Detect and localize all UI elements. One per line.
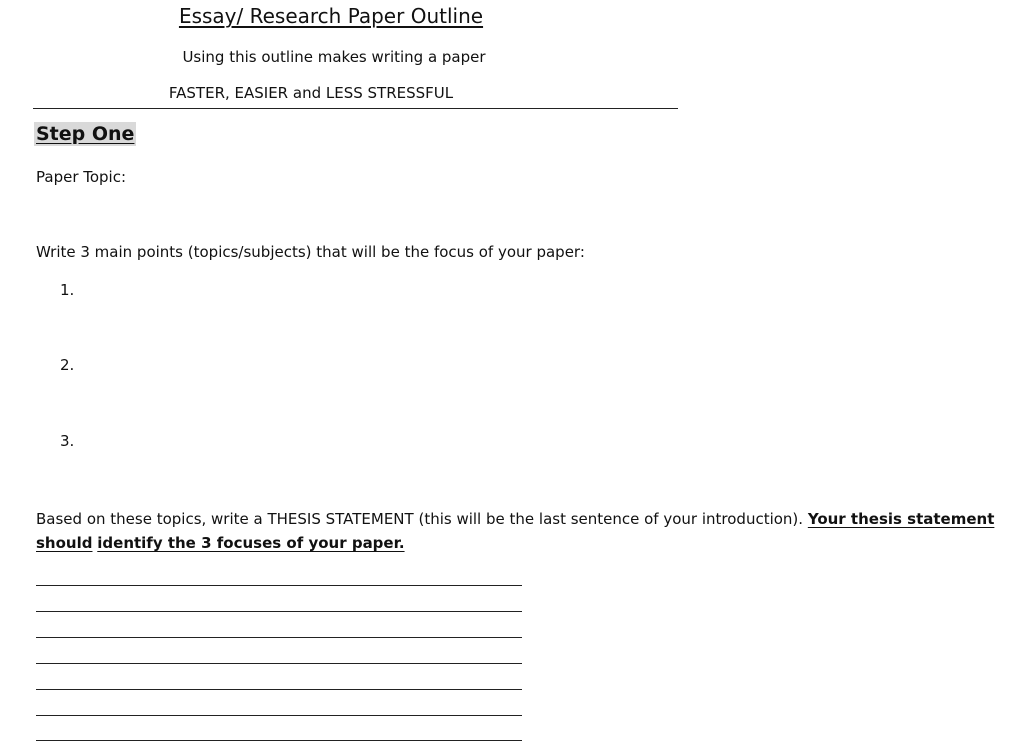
thesis-blank-line [36,689,522,690]
thesis-blank-line [36,637,522,638]
thesis-emphasis-1: Your thesis statement should [36,510,995,552]
paper-topic-label: Paper Topic: [36,168,127,186]
thesis-blank-line [36,715,522,716]
thesis-blank-line [36,585,522,586]
document-subtitle: Using this outline makes writing a paper [182,48,486,66]
main-point-3-number: 3. [60,432,75,450]
header-divider [33,108,678,109]
thesis-blank-line [36,740,522,741]
document-tagline: FASTER, EASIER and LESS STRESSFUL [168,84,454,102]
main-points-label: Write 3 main points (topics/subjects) that will be the focus of your paper: [36,243,585,261]
document-title: Essay/ Research Paper Outline [178,4,484,28]
thesis-instruction [36,507,1021,555]
step-one-heading: Step One [36,123,135,145]
thesis-blank-line [36,663,522,664]
main-point-2-number: 2. [60,356,75,374]
thesis-instruction-text: Based on these topics, write a THESIS STATEMENT (this will be the last sentence of your introduction). [36,510,808,528]
thesis-emphasis-2: identify the 3 focuses of your paper. [97,534,405,552]
main-point-1-number: 1. [60,281,75,299]
thesis-blank-line [36,611,522,612]
